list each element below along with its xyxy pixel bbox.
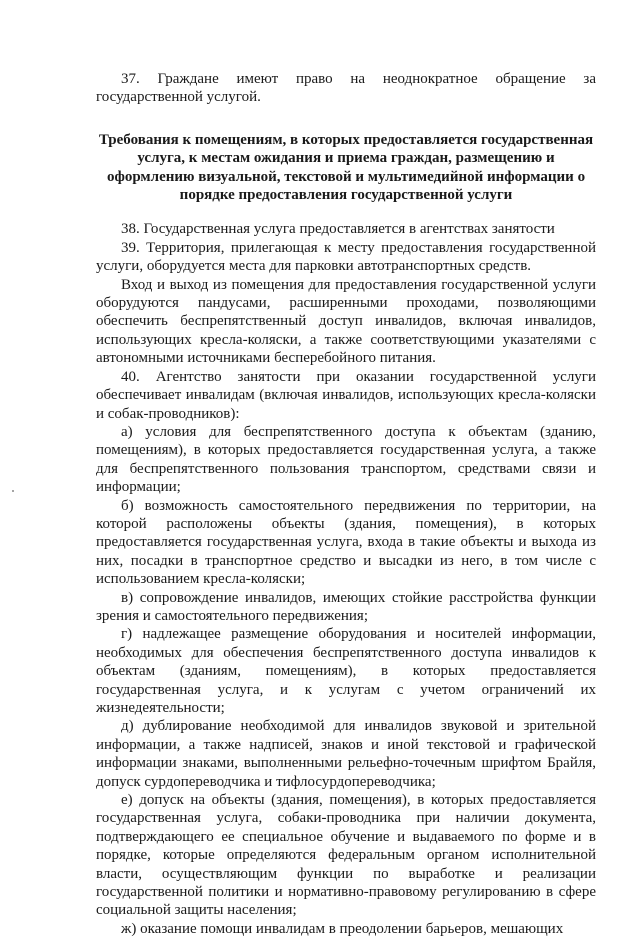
document-page — [96, 70, 596, 938]
list-item-d: д) дублирование необходимой для инвалидов звуковой и зрительной информации, а также надписей, знаков и иной текстовой и графической информации знаками, выполненными рельефно-точечным шрифтом Брайля, допуск сурдопереводчика и тифлосурдопереводчика; — [96, 718, 596, 790]
paragraph-40: 40. Агентство занятости при оказании государственной услуги обеспечивает инвалидам (включая инвалидов, использующих кресла-коляски и собак-проводников): — [96, 368, 596, 422]
paragraph-38: 38. Государственная услуга предоставляется в агентствах занятости — [121, 221, 555, 238]
scan-speck — [12, 490, 14, 492]
section-heading: Требования к помещениям, в которых предоставляется государственная услуга, к местам ожидания и приема граждан, размещению и оформлению визуальной, текстовой и мультимедийной информации о порядке предоставления государственной услуги — [98, 131, 594, 204]
list-item-g: г) надлежащее размещение оборудования и носителей информации, необходимых для обеспечения беспрепятственного доступа инвалидов к объектам (зданиям, помещениям), в которых предоставляется государственная услуга, и к услугам с учетом ограничений их жизнедеятельности; — [96, 626, 596, 716]
paragraph-39-entrance: Вход и выход из помещения для предоставления государственной услуги оборудуются пандусами, расширенными проходами, позволяющими обеспечить беспрепятственный доступ инвалидов, включая инвалидов, использующих кресла-коляски, а также соответствующими указателями с автономными источниками бесперебойного питания. — [96, 276, 596, 367]
list-item-e: е) допуск на объекты (здания, помещения), в которых предоставляется государственная услуга, собаки-проводника при наличии документа, подтверждающего ее специальное обучение и выдаваемого по форме и в порядке, которые определяются федеральным органом исполнительной власти, осуществляющим функции по выработке и реализации государственной политики и нормативно-правовому регулированию в сфере социальной защиты населения; — [96, 792, 596, 919]
list-item-a: а) условия для беспрепятственного доступа к объектам (зданию, помещениям), в которых предоставляется государственная услуга, а также для беспрепятственного пользования транспортом, средствами связи и информации; — [96, 423, 596, 496]
paragraph-37: 37. Граждане имеют право на неоднократное обращение за государственной услугой. — [96, 71, 596, 106]
list-item-v: в) сопровождение инвалидов, имеющих стойкие расстройства функции зрения и самостоятельного передвижения; — [96, 589, 596, 624]
paragraph-39: 39. Территория, прилегающая к месту предоставления государственной услуги, оборудуется места для парковки автотранспортных средств. — [96, 239, 596, 275]
list-item-b: б) возможность самостоятельного передвижения по территории, на которой расположены объекты (здания, помещения), в которых предоставляется государственная услуга, входа в такие объекты и выхода из них, посадки в транспортное средство и высадки из него, в том числе с использованием кресла-коляски; — [96, 497, 596, 588]
list-item-zh: ж) оказание помощи инвалидам в преодолении барьеров, мешающих — [121, 920, 564, 937]
